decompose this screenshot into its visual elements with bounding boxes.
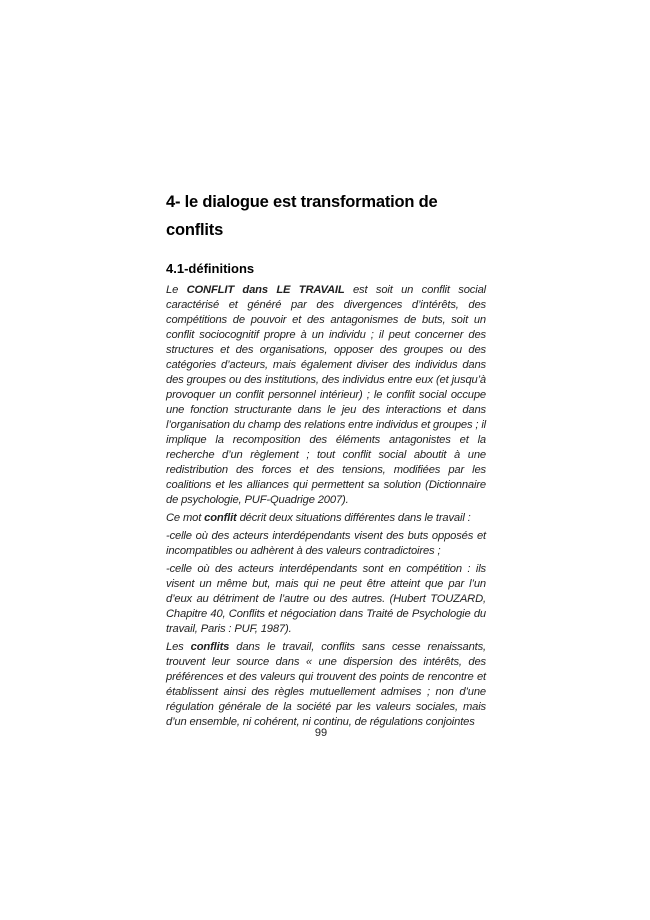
section-heading: 4.1-définitions [166,261,255,276]
paragraph-situation-opposed-goals: -celle où des acteurs interdépendants visent des buts opposés et incompatibles ou adhèrent à des valeurs contradictoires ; [166,530,486,557]
paragraph-conflit-definition: Le CONFLIT dans LE TRAVAIL est soit un conflit social caractérisé et généré par des divergences d’intérêts, des compétitions de pouvoir et des antagonismes de buts, soit un conflit sociocognitif propre à un individu ; il peut concerner des structures et des organisations, opposer des groupes ou des catégories d’acteurs, mais également diviser des individus dans des groupes ou des institutions, des individus entre eux (et jusqu’à provoquer un conflit personnel intérieur) ; le conflit social occupe une fonction structurante dans le jeu des interactions et dans l’organisation du champ des relations entre individus et groupes ; il implique la recomposition des éléments antagonistes et la recherche d’un règlement ; tout conflit social aboutit à une redistribution des forces et des tensions, modifiées par les coalitions et les alliances qui permettent sa solution (Dictionnaire de psychologie, PUF-Quadrige 2007). [166,284,486,506]
page-number: 99 [314,727,328,739]
paragraph-situation-competition: -celle où des acteurs interdépendants sont en compétition : ils visent un même but, mais qui ne peut être atteint que par l’un d’eux au détriment de l’autre ou des autres. (Hubert TOUZARD, Chapitre 40, Conflits et négociation dans Traité de Psychologie du travail, Paris : PUF, 1987). [166,563,486,635]
paragraph-conflit-two-situations: Ce mot conflit décrit deux situations différentes dans le travail : [166,512,471,524]
text-block [166,188,486,733]
chapter-title: 4- le dialogue est transformation de conflits [166,193,438,239]
paragraph-conflits-travail-source: Les conflits dans le travail, conflits sans cesse renaissants, trouvent leur source dans « une dispersion des intérêts, des préférences et des valeurs qui trouvent des points de rencontre et établissent ainsi des règles mutuellement admises ; non d’une régulation générale de la société par les valeurs sociales, mais d’un ensemble, ni cohérent, ni continu, de régulations conjointes [166,641,487,728]
